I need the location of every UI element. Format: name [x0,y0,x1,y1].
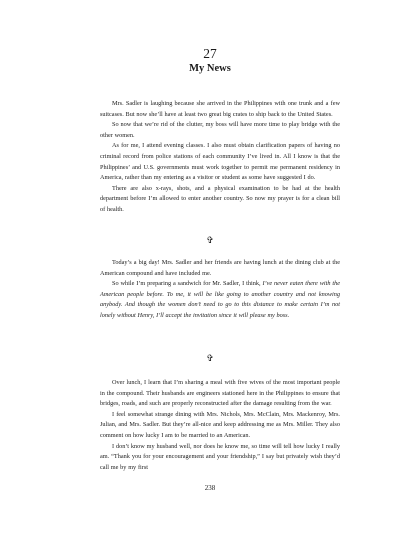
paragraph: There are also x-rays, shots, and a physical examination to be had at the health department before I’m allowed to enter another country. So now my prayer is for a clean bill of health. [100,184,340,213]
paragraph: As for me, I attend evening classes. I also must obtain clarification papers of having no criminal record from police stations of each community I’ve lived in. All I know is that the Philippines’ and U.S. governments must work together to permit me permanent residency in America, rather than my entering as a visitor or student as some have suggested I do. [100,142,340,182]
paragraph-lead: So while I’m preparing a sandwich for Mr. Sadler, I think, [112,280,261,288]
italic-thought: I’ve never eaten there with the American people before. To me, it will be like going to another country and not knowing anybody. And though the women don’t need to go to this distance to make certain I’m not lonely without Henry, I’ll accept the invitation since it will please my boss. [100,280,340,319]
paragraph: Mrs. Sadler is laughing because she arrived in the Philippines with one trunk and a few suitcases. But now she’ll have at least two great big crates to ship back to the United States. [100,100,340,118]
paragraph: Over lunch, I learn that I’m sharing a meal with five wives of the most important people in the compound. Their husbands are engineers stationed here in the Philippines to ensure that bridges, roads, and such are properly reconstructed after the damage resulting from the war. [100,379,340,408]
paragraph: So now that we’re rid of the clutter, my boss will have more time to play bridge with the other women. [100,121,340,139]
section-2 [100,258,340,322]
paragraph: I don’t know my husband well, nor does he know me, so time will tell how lucky I really am. “Thank you for your encouragement and your friendship,” I say but privately wish they’d call me by my first [100,442,340,471]
section-1 [100,99,340,216]
paragraph [100,279,340,321]
section-3 [100,378,340,473]
chapter-number: 27 [203,46,217,61]
cross-ornament-icon: ✞ [206,353,214,363]
paragraph: Today’s a big day! Mrs. Sadler and her friends are having lunch at the dining club at the American compound and have included me. [100,259,340,277]
cross-ornament-icon: ✞ [206,235,214,245]
paragraph: I feel somewhat strange dining with Mrs. Nichols, Mrs. McClain, Mrs. Mackenroy, Mrs. Julian, and Mrs. Sadler. But they’re all-nice and keep addressing me as Mrs. Miller. They also comment on how lucky I am to be married to an American. [100,410,340,439]
chapter-title: My News [189,63,231,74]
page-number: 238 [204,484,216,492]
